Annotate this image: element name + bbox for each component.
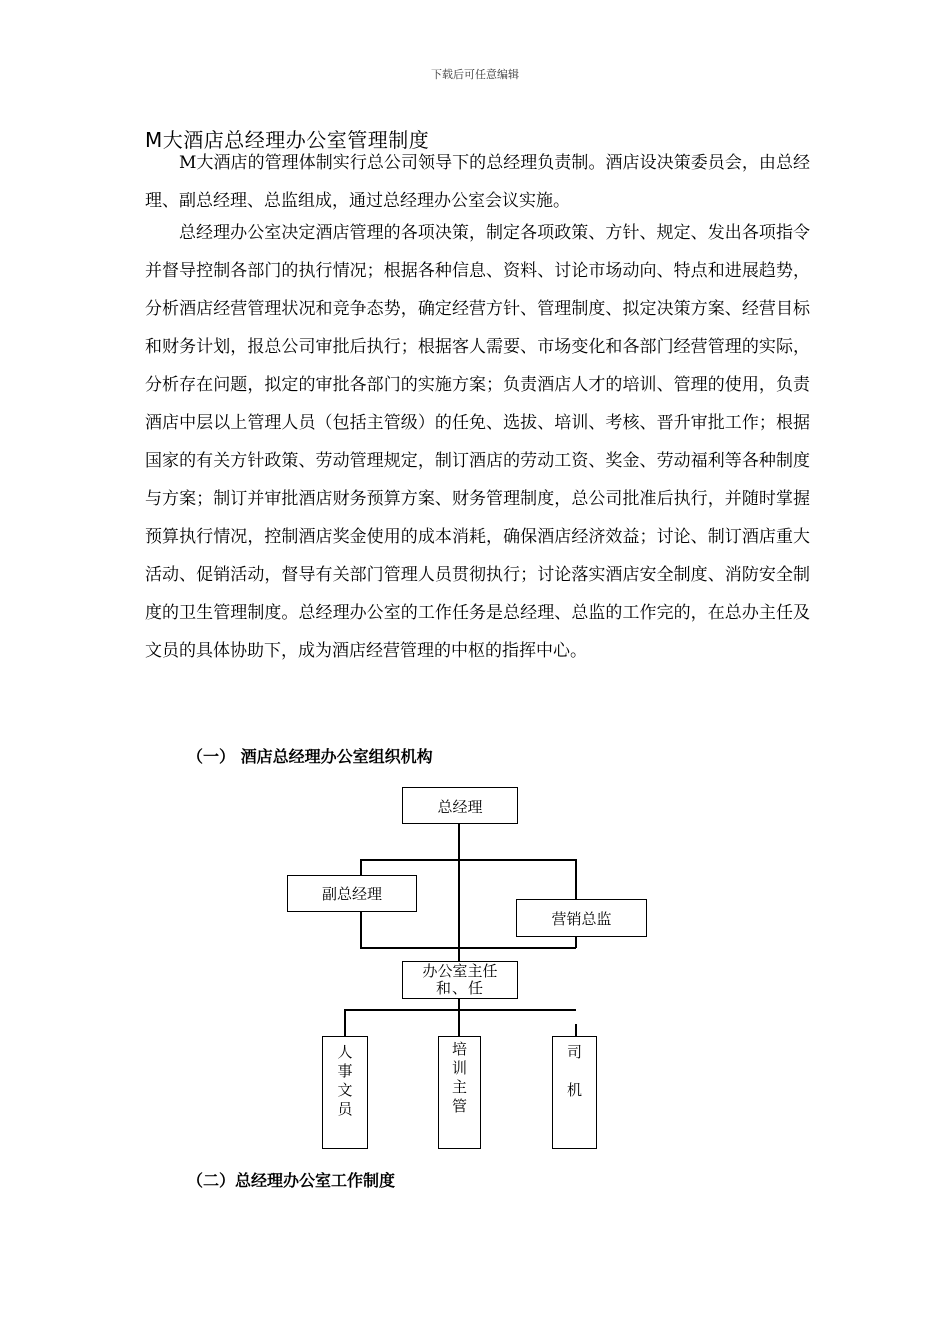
training-char: 主 (451, 1078, 467, 1096)
document-title: M大酒店总经理办公室管理制度 (145, 128, 430, 152)
training-char: 训 (451, 1059, 467, 1077)
hr-clerk-char: 文 (337, 1081, 353, 1099)
connector-line (360, 910, 362, 948)
connector-line (344, 1009, 346, 1037)
connector-line (575, 1024, 577, 1037)
connector-line (575, 936, 577, 948)
training-char: 管 (451, 1097, 467, 1115)
section-heading-rules: （二）总经理办公室工作制度 (187, 1171, 396, 1190)
org-box-driver (552, 1036, 597, 1149)
office-director-sublabel: 和、任 (435, 979, 484, 997)
org-box-office-director (402, 961, 518, 999)
connector-line (458, 823, 460, 962)
training-char: 培 (451, 1040, 467, 1058)
connector-line (360, 859, 362, 876)
hr-clerk-char: 人 (337, 1043, 353, 1061)
connector-line (360, 947, 576, 949)
org-box-deputy-gm: 副总经理 (287, 875, 417, 912)
hr-clerk-char: 员 (337, 1100, 353, 1118)
paragraph-intro: M大酒店的管理体制实行总公司领导下的总经理负责制。酒店设决策委员会，由总经理、副总经理、总监组成，通过总经理办公室会议实施。 (145, 153, 810, 211)
connector-line (458, 1009, 460, 1037)
driver-char: 机 (566, 1081, 582, 1099)
org-box-general-manager: 总经理 (402, 787, 518, 824)
driver-char: 司 (566, 1043, 582, 1061)
hr-clerk-char: 事 (337, 1062, 353, 1080)
driver-char-spacer (553, 1062, 596, 1081)
connector-line (458, 998, 460, 1010)
org-box-training-supervisor (438, 1036, 481, 1149)
section-heading-org: （一） 酒店总经理办公室组织机构 (187, 747, 433, 766)
office-director-label: 办公室主任 (422, 962, 498, 980)
org-box-sales-director: 营销总监 (516, 899, 647, 937)
org-box-hr-clerk (322, 1036, 368, 1149)
paragraph-duties: 总经理办公室决定酒店管理的各项决策，制定各项政策、方针、规定、发出各项指令并督导控制各部门的执行情况；根据各种信息、资料、讨论市场动向、特点和进展趋势，分析酒店经营管理状况和竞争态势，确定经营方针、管理制度、拟定决策方案、经营目标和财务计划，报总公司审批后执行；根据客人需要、市场变化和各部门经营管理的实际，分析存在问题，拟定的审批各部门的实施方案；负责酒店人才的培训、管理的使用，负责酒店中层以上管理人员（包括主管级）的任免、选拔、培训、考核、晋升审批工作；根据国家的有关方针政策、劳动管理规定，制订酒店的劳动工资、奖金、劳动福利等各种制度与方案；制订并审批酒店财务预算方案、财务管理制度，总公司批准后执行，并随时掌握预算执行情况，控制酒店奖金使用的成本消耗，确保酒店经济效益；讨论、制订酒店重大活动、促销活动，督导有关部门管理人员贯彻执行；讨论落实酒店安全制度、消防安全制度的卫生管理制度。总经理办公室的工作任务是总经理、总监的工作完的，在总办主任及文员的具体协助下，成为酒店经营管理的中枢的指挥中心。 (145, 223, 810, 661)
connector-line (575, 859, 577, 901)
connector-line (344, 1009, 576, 1011)
connector-line (360, 859, 576, 861)
page-header: 下载后可任意编辑 (431, 68, 519, 81)
